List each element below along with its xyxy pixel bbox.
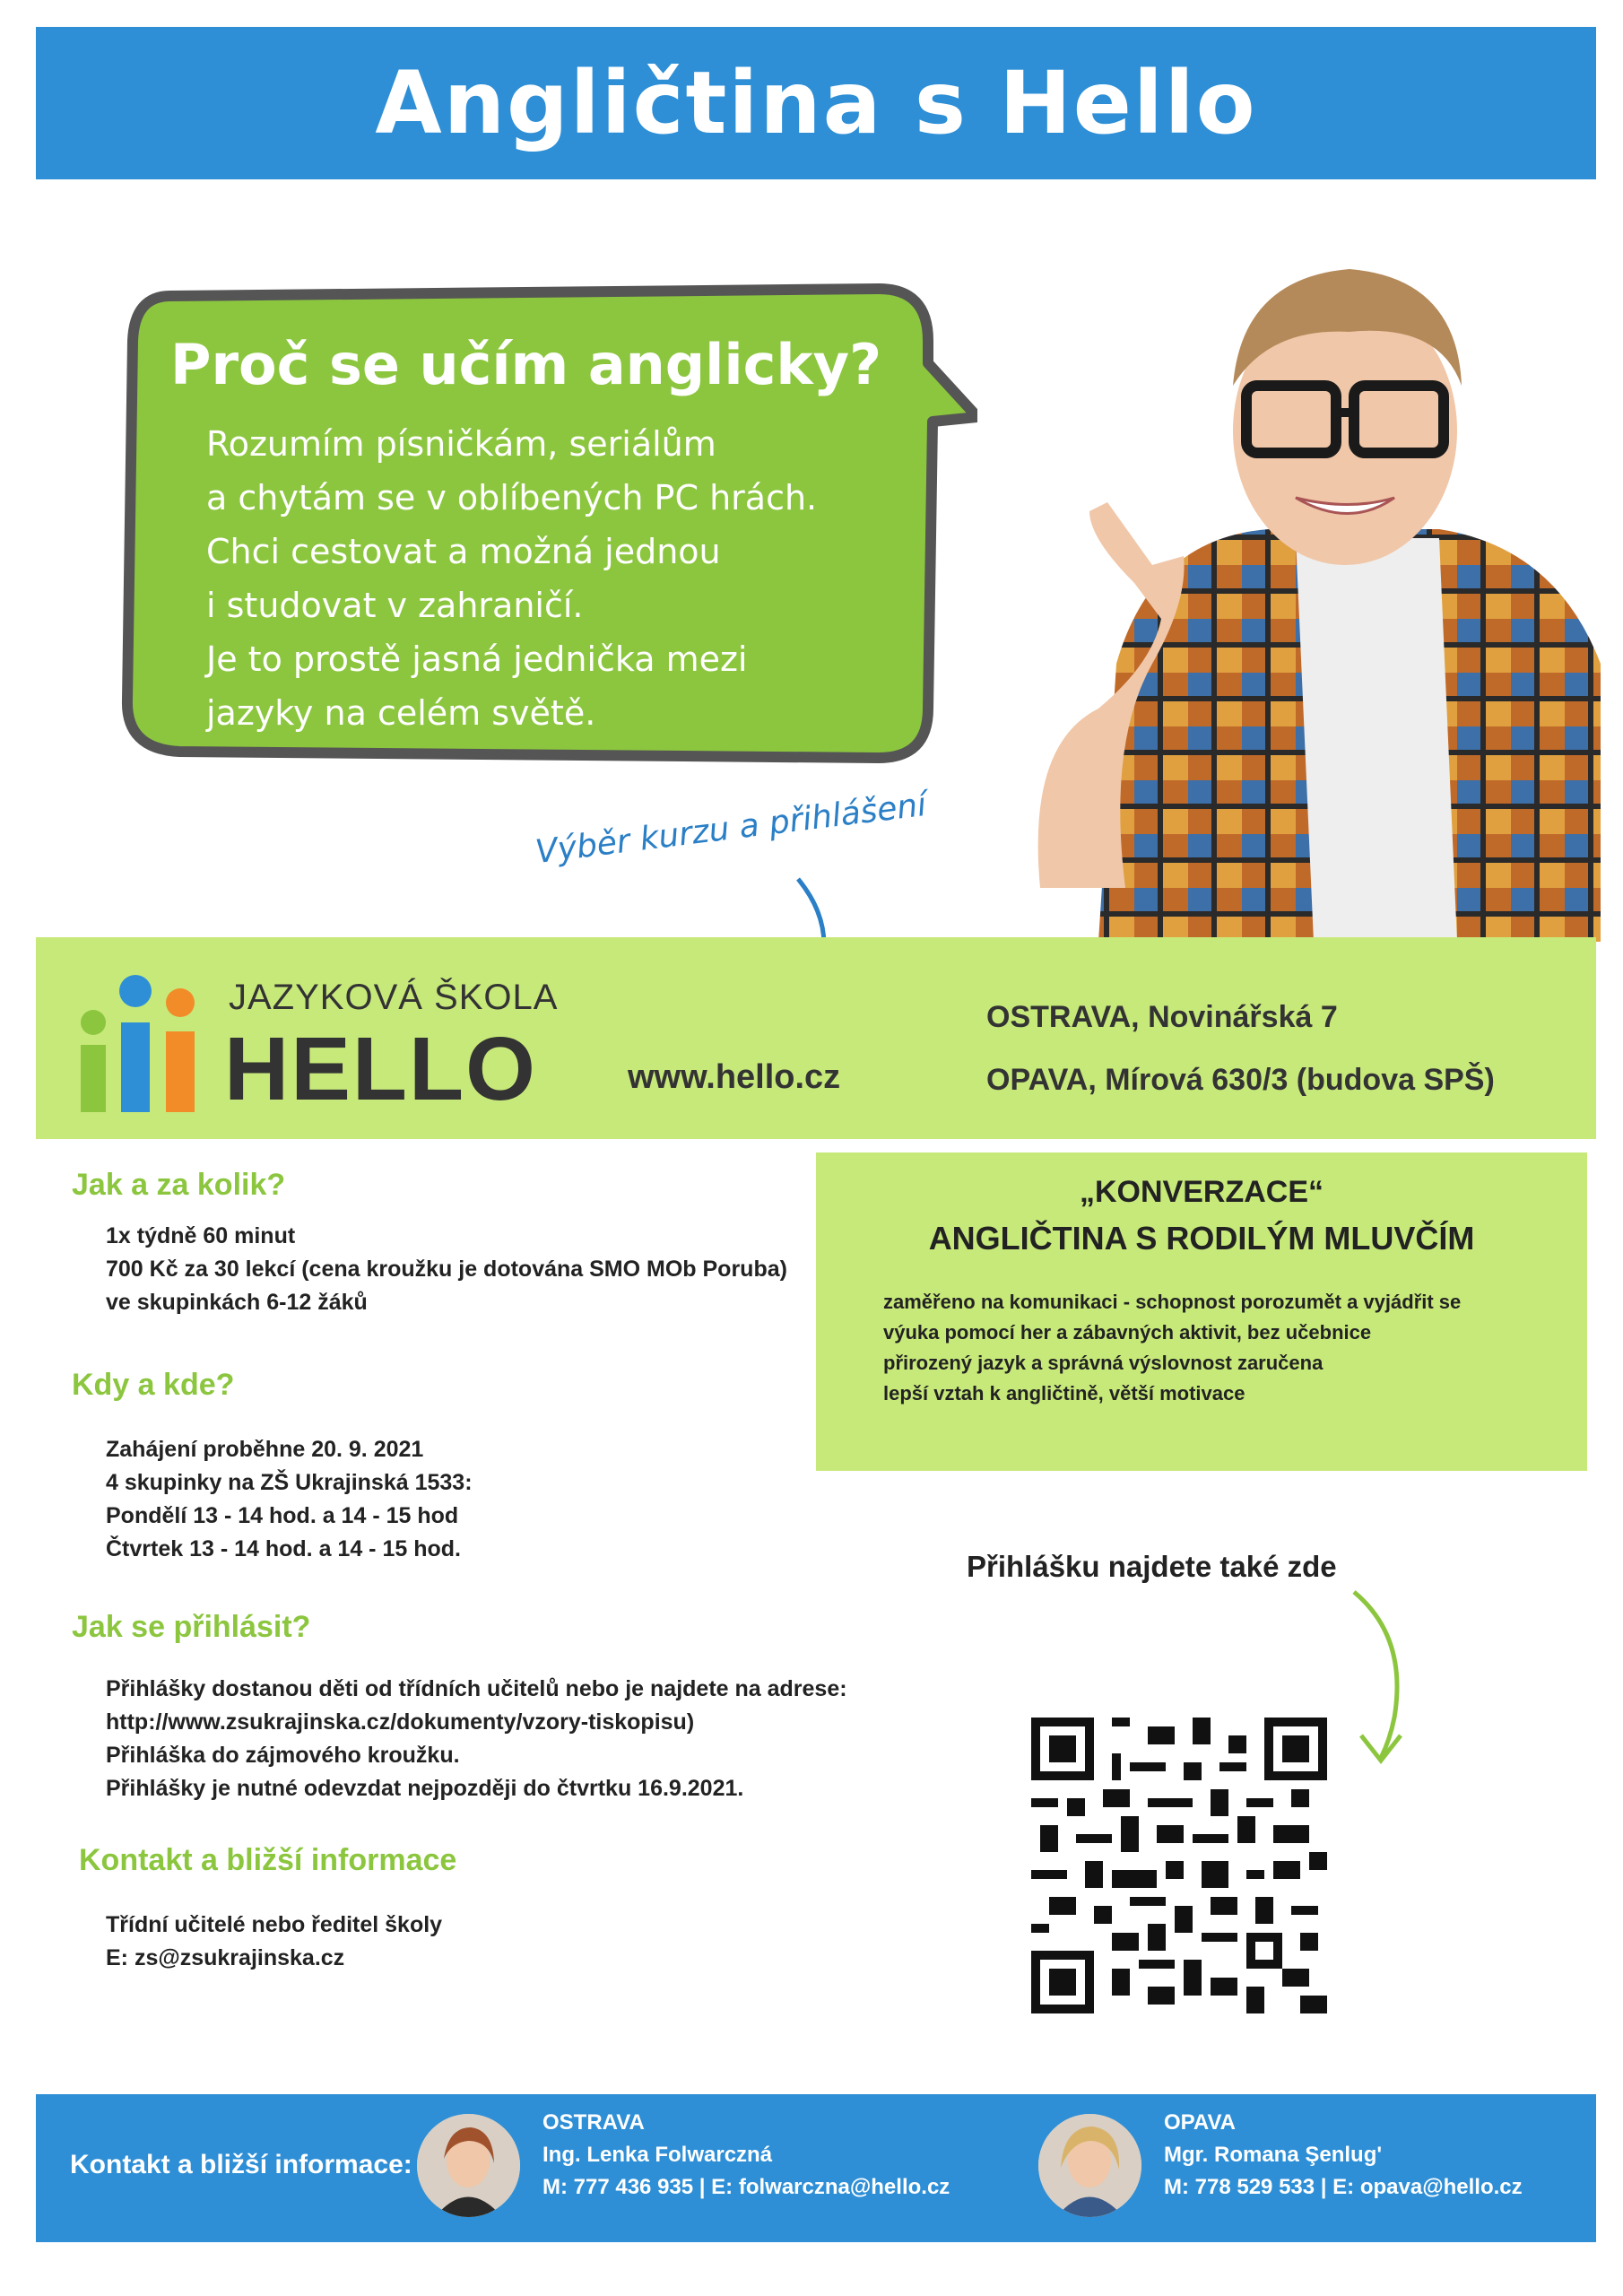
- contact-name: Ing. Lenka Folwarczná: [542, 2143, 773, 2167]
- avatar: [1038, 2114, 1141, 2217]
- page-title: Angličtina s Hello: [375, 53, 1257, 153]
- conversation-box: [816, 1152, 1587, 1471]
- avatar: [417, 2114, 520, 2217]
- text-line: 4 skupinky na ZŠ Ukrajinská 1533:: [106, 1470, 473, 1495]
- list-item: přirozený jazyk a správná výslovnost zaručena: [883, 1352, 1324, 1374]
- logo-name: HELLO: [224, 1019, 537, 1119]
- conversation-list: [883, 1287, 1461, 1409]
- address-ostrava: OSTRAVA, Novinářská 7: [986, 1000, 1338, 1034]
- bubble-line: jazyky na celém světě.: [206, 693, 596, 733]
- logo-figures-icon: [81, 960, 215, 1121]
- text-line: Přihlášky je nutné odevzdat nejpozději do čtvrtku 16.9.2021.: [106, 1776, 744, 1801]
- text-line: Přihlášky dostanou děti od třídních učitelů nebo je najdete na adrese:: [106, 1676, 847, 1701]
- contact-name: Mgr. Romana Şenlug': [1164, 2143, 1383, 2167]
- bubble-line: Je to prostě jasná jednička mezi: [206, 639, 748, 679]
- bubble-text: [206, 417, 924, 740]
- bubble-line: i studovat v zahraničí.: [206, 586, 584, 625]
- conversation-title: „KONVERZACE“: [1079, 1175, 1324, 1209]
- text-line: Pondělí 13 - 14 hod. a 14 - 15 hod: [106, 1503, 459, 1528]
- boy-photo: [973, 242, 1601, 942]
- contact-details[interactable]: M: 778 529 533 | E: opava@hello.cz: [1164, 2175, 1523, 2199]
- speech-bubble: [117, 278, 977, 780]
- footer-contact-bar: [36, 2094, 1596, 2242]
- text-line: 700 Kč za 30 lekcí (cena kroužku je dotována SMO MOb Poruba): [106, 1257, 787, 1282]
- bubble-question: Proč se učím anglicky?: [170, 332, 882, 397]
- bubble-line: Rozumím písničkám, seriálům: [206, 424, 716, 464]
- arrow-down-icon: [1345, 1583, 1417, 1771]
- course-link[interactable]: Výběr kurzu a přihlášení: [534, 786, 929, 871]
- bubble-line: a chytám se v oblíbených PC hrách.: [206, 478, 818, 517]
- conversation-subtitle: ANGLIČTINA S RODILÝM MLUVČÍM: [928, 1220, 1475, 1257]
- contact-ostrava: [542, 2107, 950, 2204]
- section-text-contact: [106, 1909, 442, 1975]
- section-heading-when: Kdy a kde?: [72, 1368, 235, 1402]
- section-heading-price: Jak a za kolik?: [72, 1168, 286, 1202]
- text-line: 1x týdně 60 minut: [106, 1223, 296, 1248]
- list-item: lepší vztah k angličtině, větší motivace: [883, 1382, 1245, 1405]
- list-item: zaměřeno na komunikaci - schopnost porozumět a vyjádřit se: [883, 1291, 1462, 1313]
- qr-label: Přihlášku najdete také zde: [967, 1550, 1337, 1583]
- text-line: ve skupinkách 6-12 žáků: [106, 1290, 368, 1315]
- bubble-line: Chci cestovat a možná jednou: [206, 532, 721, 571]
- section-text-when: [106, 1433, 473, 1566]
- text-line: Zahájení proběhne 20. 9. 2021: [106, 1437, 424, 1462]
- text-line: Přihláška do zájmového kroužku.: [106, 1743, 460, 1768]
- list-item: výuka pomocí her a zábavných aktivit, bez učebnice: [883, 1321, 1372, 1344]
- contact-email-link[interactable]: E: zs@zsukrajinska.cz: [106, 1945, 345, 1970]
- contact-details[interactable]: M: 777 436 935 | E: folwarczna@hello.cz: [542, 2175, 950, 2199]
- text-line: Třídní učitelé nebo ředitel školy: [106, 1912, 443, 1937]
- section-heading-signup: Jak se přihlásit?: [72, 1610, 311, 1644]
- logo-subtitle: JAZYKOVÁ ŠKOLA: [229, 978, 559, 1017]
- section-text-price: [106, 1220, 787, 1319]
- section-heading-contact: Kontakt a bližší informace: [79, 1843, 457, 1877]
- section-text-signup: [106, 1673, 847, 1805]
- address-opava: OPAVA, Mírová 630/3 (budova SPŠ): [986, 1063, 1495, 1097]
- contact-city: OSTRAVA: [542, 2110, 645, 2135]
- header-banner: [36, 27, 1596, 179]
- contact-city: OPAVA: [1164, 2110, 1237, 2135]
- contact-opava: [1164, 2107, 1523, 2204]
- school-logo: [81, 960, 565, 1121]
- text-line: Čtvrtek 13 - 14 hod. a 14 - 15 hod.: [106, 1536, 461, 1561]
- signup-url-link[interactable]: http://www.zsukrajinska.cz/dokumenty/vzory-tiskopisu): [106, 1709, 695, 1735]
- website-link[interactable]: www.hello.cz: [628, 1058, 841, 1096]
- qr-code-icon[interactable]: [1031, 1718, 1327, 2013]
- footer-label: Kontakt a bližší informace:: [70, 2150, 412, 2179]
